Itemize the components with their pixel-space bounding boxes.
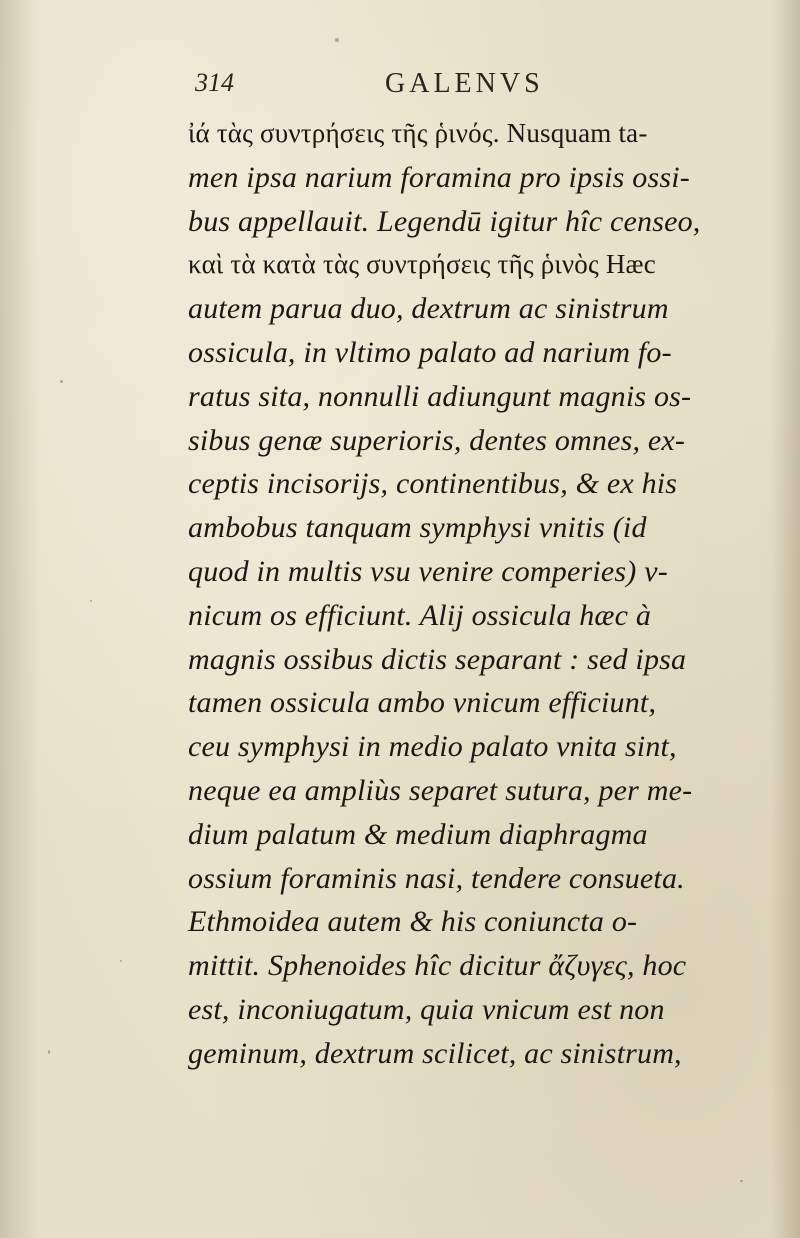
running-head: GALENVS (385, 68, 544, 99)
text-line: mittit. Sphenoides hîc dicitur ἄζυγες, hoc (188, 949, 687, 983)
text-line: Ethmoidea autem & his coniuncta o- (188, 905, 638, 939)
text-line: magnis ossibus dictis separant : sed ipsa (188, 642, 687, 676)
text-line: ratus sita, nonnulli adiungunt magnis os- (188, 379, 692, 413)
page-number: 314 (195, 68, 234, 97)
text-line: autem parua duo, dextrum ac sinistrum (188, 292, 669, 326)
text-line: dium palatum & medium diaphragma (188, 817, 648, 851)
text-line: sibus genæ superioris, dentes omnes, ex- (188, 423, 686, 457)
text-line: neque ea ampliùs separet sutura, per me- (188, 773, 693, 807)
text-line: ossicula, in vltimo palato ad narium fo- (188, 335, 672, 369)
text-line: bus appellauit. Legendū igitur hîc censeo, (188, 204, 701, 238)
text-line: ceptis incisorijs, continentibus, & ex his (188, 467, 678, 501)
text-line: tamen ossicula ambo vnicum efficiunt, (188, 686, 657, 720)
text-line: nicum os efficiunt. Alij ossicula hæc à (188, 598, 652, 632)
text-line: quod in multis vsu venire comperies) v- (188, 554, 668, 588)
text-line: ceu symphysi in medio palato vnita sint, (188, 730, 677, 764)
text-line: men ipsa narium foramina pro ipsis ossi- (188, 160, 690, 194)
text-line: ἰά τὰς συντρήσεις τῆς ῥινός. Nusquam ta- (188, 118, 648, 148)
page-header (195, 68, 755, 108)
page-edge-shadow-left (0, 0, 40, 1238)
text-line: geminum, dextrum scilicet, ac sinistrum, (188, 1036, 682, 1070)
text-line: ossium foraminis nasi, tendere consueta. (188, 861, 685, 895)
text-line: καὶ τὰ κατὰ τὰς συντρήσεις τῆς ῥινὸς Hæc (188, 249, 656, 280)
text-line: est, inconiugatum, quia vnicum est non (188, 992, 665, 1026)
text-line: ambobus tanquam symphysi vnitis (id (188, 511, 647, 545)
page-edge-shadow-right (770, 0, 800, 1238)
body-text (188, 112, 768, 1076)
